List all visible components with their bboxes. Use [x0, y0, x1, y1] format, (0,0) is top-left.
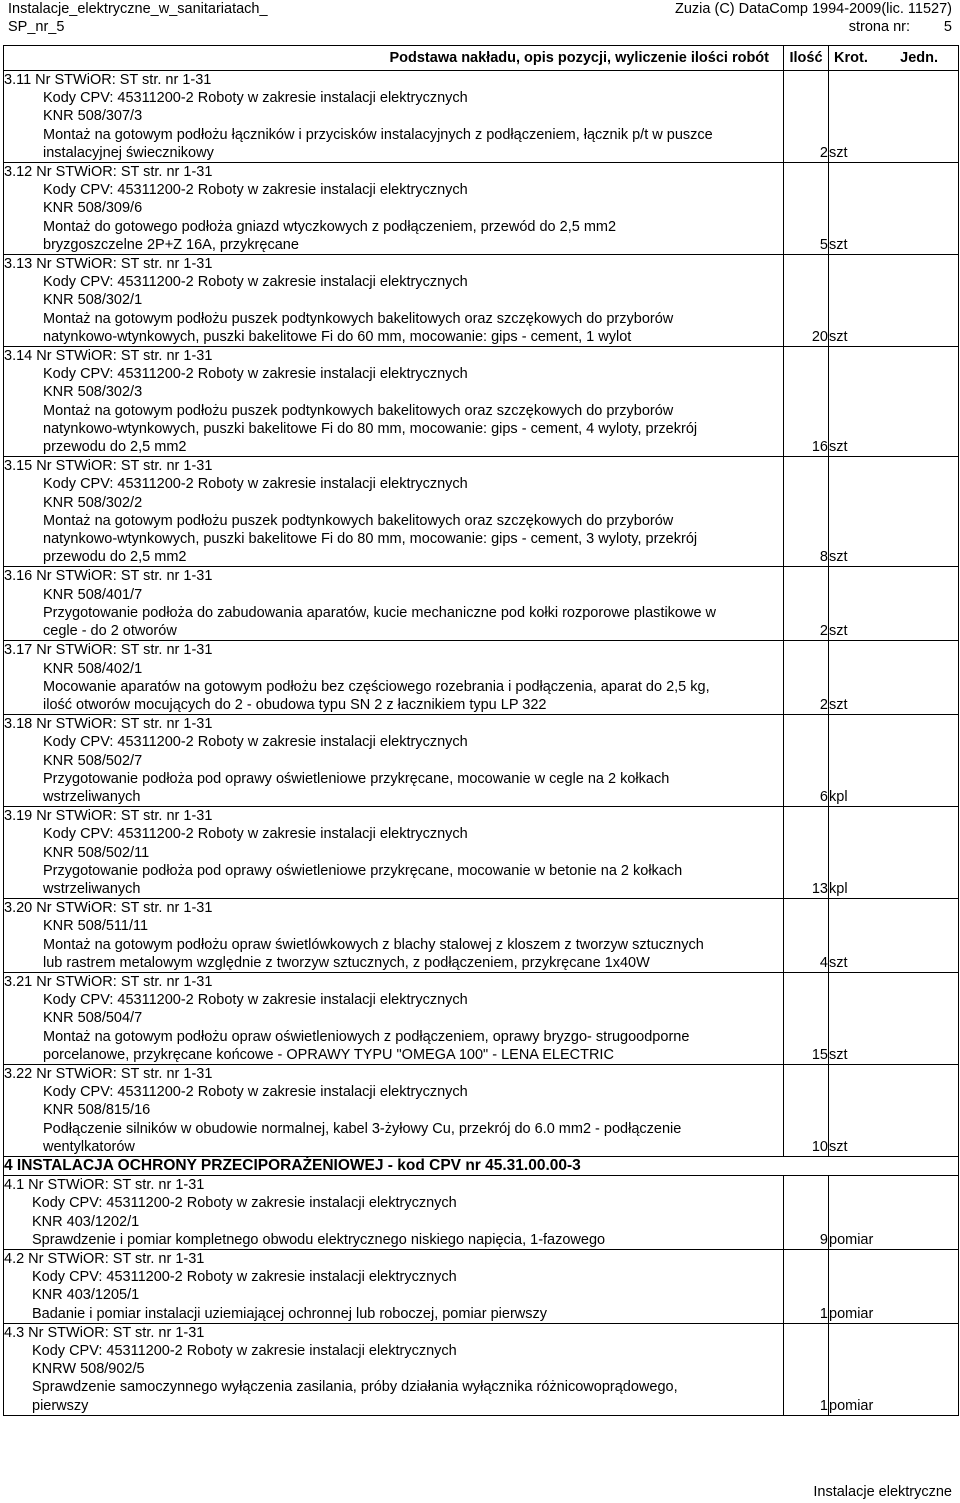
page-footer: Instalacje elektryczne: [813, 1484, 952, 1500]
item-quantity: 4: [784, 899, 829, 973]
item-quantity: 16: [784, 347, 829, 457]
item-unit: szt: [829, 71, 959, 163]
table-row: [4, 1176, 959, 1250]
item-reference: 3.18 Nr STWiOR: ST str. nr 1-31: [4, 716, 213, 733]
item-description: [4, 1323, 784, 1415]
item-line: Przygotowanie podłoża pod oprawy oświetleniowe przykręcane, mocowanie w betonie na 2 kołkach: [43, 862, 683, 879]
item-reference: 4.1 Nr STWiOR: ST str. nr 1-31: [4, 1177, 205, 1194]
item-line: Sprawdzenie samoczynnego wyłączenia zasilania, próby działania wyłącznika różnicowoprądowego,: [32, 1379, 678, 1396]
item-unit: szt: [829, 641, 959, 715]
table-row: [4, 163, 959, 255]
item-line: Kody CPV: 45311200-2 Roboty w zakresie instalacji elektrycznych: [43, 182, 468, 199]
table-row: [4, 641, 959, 715]
item-line: wstrzeliwanych: [43, 788, 141, 805]
item-line: Kody CPV: 45311200-2 Roboty w zakresie instalacji elektrycznych: [32, 1269, 457, 1286]
item-line: Kody CPV: 45311200-2 Roboty w zakresie instalacji elektrycznych: [32, 1195, 457, 1212]
item-line: Montaż na gotowym podłożu puszek podtynkowych bakelitowych oraz szczękowych do przyborów: [43, 310, 674, 327]
item-line: wstrzeliwanych: [43, 880, 141, 897]
item-line: porcelanowe, przykręcane końcowe - OPRAWY TYPU "OMEGA 100" - LENA ELECTRIC: [43, 1046, 614, 1063]
item-line: Kody CPV: 45311200-2 Roboty w zakresie instalacji elektrycznych: [32, 1343, 457, 1360]
item-reference: 3.14 Nr STWiOR: ST str. nr 1-31: [4, 348, 213, 365]
document-code: SP_nr_5: [8, 19, 65, 35]
item-quantity: 5: [784, 163, 829, 255]
table-row: [4, 347, 959, 457]
item-description: [4, 899, 784, 973]
item-description: [4, 163, 784, 255]
item-line: bryzgoszczelne 2P+Z 16A, przykręcane: [43, 236, 299, 253]
item-line: KNR 508/302/1: [43, 292, 143, 309]
section-heading-row: [4, 1156, 959, 1175]
item-line: lub rastrem metalowym względnie z tworzyw sztucznych, z podłączeniem, przykręcane 1x40W: [43, 954, 650, 971]
section-title: 4 INSTALACJA OCHRONY PRZECIPORAŻENIOWEJ - kod CPV nr 45.31.00.00-3: [4, 1156, 959, 1175]
item-reference: 3.21 Nr STWiOR: ST str. nr 1-31: [4, 973, 213, 990]
item-line: Badanie i pomiar instalacji uziemiającej ochronnej lub roboczej, pomiar pierwszy: [32, 1305, 547, 1322]
table-row: [4, 457, 959, 567]
item-line: KNR 508/504/7: [43, 1010, 143, 1027]
item-description: [4, 457, 784, 567]
item-line: KNR 508/307/3: [43, 108, 143, 125]
item-line: Mocowanie aparatów na gotowym podłożu bez częściowego rozebrania i podłączenia, aparat do 2,5 kg,: [43, 678, 710, 695]
item-line: Montaż na gotowym podłożu łączników i przycisków instalacyjnych z podłączeniem, łącznik p/t w puszce: [43, 126, 713, 143]
item-line: Kody CPV: 45311200-2 Roboty w zakresie instalacji elektrycznych: [43, 476, 468, 493]
item-reference: 3.13 Nr STWiOR: ST str. nr 1-31: [4, 256, 213, 273]
item-quantity: 1: [784, 1323, 829, 1415]
item-line: wentylkatorów: [43, 1138, 135, 1155]
item-reference: 3.20 Nr STWiOR: ST str. nr 1-31: [4, 900, 213, 917]
column-header-jedn: Jedn.: [900, 50, 938, 66]
item-unit: szt: [829, 457, 959, 567]
table-row: [4, 807, 959, 899]
column-header-description: Podstawa nakładu, opis pozycji, wyliczenie ilości robót: [4, 46, 784, 71]
item-line: KNR 508/309/6: [43, 200, 143, 217]
item-description: [4, 347, 784, 457]
item-line: Montaż na gotowym podłożu puszek podtynkowych bakelitowych oraz szczękowych do przyborów: [43, 512, 674, 529]
item-quantity: 15: [784, 972, 829, 1064]
section-4: [4, 1156, 959, 1175]
item-reference: 3.12 Nr STWiOR: ST str. nr 1-31: [4, 164, 213, 181]
document-title: Instalacje_elektryczne_w_sanitariatach_: [8, 1, 268, 17]
item-line: instalacyjnej świecznikowy: [43, 144, 214, 161]
item-description: [4, 567, 784, 641]
item-reference: 3.17 Nr STWiOR: ST str. nr 1-31: [4, 642, 213, 659]
item-line: KNR 403/1202/1: [32, 1213, 140, 1230]
item-line: Kody CPV: 45311200-2 Roboty w zakresie instalacji elektrycznych: [43, 274, 468, 291]
page-number: 5: [943, 19, 952, 35]
item-line: Przygotowanie podłoża do zabudowania aparatów, kucie mechaniczne pod kołki rozporowe plastikowe w: [43, 604, 717, 621]
item-line: ilość otworów mocujących do 2 - obudowa typu SN 2 z łacznikiem typu LP 322: [43, 696, 547, 713]
item-unit: szt: [829, 972, 959, 1064]
item-quantity: 2: [784, 71, 829, 163]
table-row: [4, 1250, 959, 1324]
item-line: KNR 508/402/1: [43, 660, 143, 677]
item-quantity: 6: [784, 715, 829, 807]
table-row: [4, 1064, 959, 1156]
page-label: strona nr:: [848, 19, 910, 35]
item-quantity: 2: [784, 641, 829, 715]
table-body: [4, 71, 959, 1157]
item-line: KNR 508/502/11: [43, 844, 150, 861]
item-line: KNR 508/302/2: [43, 494, 143, 511]
item-quantity: 10: [784, 1064, 829, 1156]
item-line: KNRW 508/902/5: [32, 1361, 145, 1378]
item-line: KNR 508/302/3: [43, 384, 143, 401]
item-reference: 3.16 Nr STWiOR: ST str. nr 1-31: [4, 568, 213, 585]
item-reference: 4.3 Nr STWiOR: ST str. nr 1-31: [4, 1324, 205, 1341]
item-description: [4, 641, 784, 715]
item-line: Montaż na gotowym podłożu puszek podtynkowych bakelitowych oraz szczękowych do przyborów: [43, 402, 674, 419]
item-line: Kody CPV: 45311200-2 Roboty w zakresie instalacji elektrycznych: [43, 1084, 468, 1101]
item-description: [4, 71, 784, 163]
item-unit: kpl: [829, 715, 959, 807]
item-line: Podłączenie silników w obudowie normalnej, kabel 3-żyłowy Cu, przekrój do 6.0 mm2 - podłączenie: [43, 1120, 682, 1137]
item-reference: 3.22 Nr STWiOR: ST str. nr 1-31: [4, 1065, 213, 1082]
table-row: [4, 972, 959, 1064]
item-line: KNR 508/401/7: [43, 586, 143, 603]
item-line: Sprawdzenie i pomiar kompletnego obwodu elektrycznego niskiego napięcia, 1-fazowego: [32, 1231, 606, 1248]
item-line: natynkowo-wtynkowych, puszki bakelitowe Fi do 80 mm, mocowanie: gips - cement, 4 wyloty, przekrój: [43, 420, 698, 437]
item-unit: pomiar: [829, 1250, 959, 1324]
column-header-krot: Krot.: [834, 50, 868, 66]
item-unit: szt: [829, 347, 959, 457]
item-unit: szt: [829, 899, 959, 973]
item-line: Kody CPV: 45311200-2 Roboty w zakresie instalacji elektrycznych: [43, 992, 468, 1009]
item-line: Kody CPV: 45311200-2 Roboty w zakresie instalacji elektrycznych: [43, 90, 468, 107]
item-description: [4, 715, 784, 807]
item-description: [4, 1250, 784, 1324]
item-line: Przygotowanie podłoża pod oprawy oświetleniowe przykręcane, mocowanie w cegle na 2 kołkach: [43, 770, 670, 787]
item-reference: 3.11 Nr STWiOR: ST str. nr 1-31: [4, 72, 212, 88]
item-reference: 4.2 Nr STWiOR: ST str. nr 1-31: [4, 1251, 205, 1267]
item-unit: kpl: [829, 807, 959, 899]
table-row: [4, 71, 959, 163]
item-line: cegle - do 2 otworów: [43, 623, 177, 640]
page-indicator: [849, 18, 952, 36]
item-quantity: 13: [784, 807, 829, 899]
item-description: [4, 807, 784, 899]
item-line: pierwszy: [32, 1397, 89, 1414]
item-line: Montaż na gotowym podłożu opraw świetlówkowych z blachy stalowej z kloszem z tworzyw sztucznych: [43, 936, 704, 953]
table-row: [4, 1323, 959, 1415]
item-line: natynkowo-wtynkowych, puszki bakelitowe Fi do 60 mm, mocowanie: gips - cement, 1 wylot: [43, 328, 632, 345]
item-line: KNR 508/511/11: [43, 918, 149, 935]
item-unit: szt: [829, 255, 959, 347]
item-reference: 3.15 Nr STWiOR: ST str. nr 1-31: [4, 458, 213, 475]
item-unit: pomiar: [829, 1176, 959, 1250]
item-description: [4, 255, 784, 347]
item-reference: 3.19 Nr STWiOR: ST str. nr 1-31: [4, 808, 213, 825]
table-row: [4, 715, 959, 807]
item-description: [4, 1176, 784, 1250]
table-row: [4, 567, 959, 641]
item-line: przewodu do 2,5 mm2: [43, 439, 187, 456]
item-quantity: 20: [784, 255, 829, 347]
software-license: Zuzia (C) DataComp 1994-2009(lic. 11527): [675, 1, 952, 17]
item-line: natynkowo-wtynkowych, puszki bakelitowe Fi do 80 mm, mocowanie: gips - cement, 3 wyloty, przekrój: [43, 531, 698, 548]
item-quantity: 2: [784, 567, 829, 641]
item-line: Kody CPV: 45311200-2 Roboty w zakresie instalacji elektrycznych: [43, 826, 468, 843]
item-unit: szt: [829, 1064, 959, 1156]
table-row: [4, 899, 959, 973]
item-line: przewodu do 2,5 mm2: [43, 549, 187, 566]
item-line: Montaż do gotowego podłoża gniazd wtyczkowych z podłączeniem, przewód do 2,5 mm2: [43, 218, 617, 235]
item-description: [4, 972, 784, 1064]
item-quantity: 8: [784, 457, 829, 567]
column-header-quantity: Ilość: [784, 46, 829, 71]
item-quantity: 9: [784, 1176, 829, 1250]
item-unit: pomiar: [829, 1323, 959, 1415]
item-line: KNR 403/1205/1: [32, 1287, 140, 1304]
table-row: [4, 255, 959, 347]
item-line: Montaż na gotowym podłożu opraw oświetleniowych z podłączeniem, oprawy bryzgo- strugoodporne: [43, 1028, 690, 1045]
item-line: KNR 508/502/7: [43, 752, 143, 769]
item-line: Kody CPV: 45311200-2 Roboty w zakresie instalacji elektrycznych: [43, 734, 468, 751]
item-line: Kody CPV: 45311200-2 Roboty w zakresie instalacji elektrycznych: [43, 366, 468, 383]
table-header-row: [4, 46, 959, 71]
item-line: KNR 508/815/16: [43, 1102, 151, 1119]
section-4-body: [4, 1176, 959, 1416]
column-header-unit: [829, 46, 959, 71]
item-quantity: 1: [784, 1250, 829, 1324]
item-unit: szt: [829, 567, 959, 641]
estimate-table: [3, 45, 959, 1416]
item-unit: szt: [829, 163, 959, 255]
item-description: [4, 1064, 784, 1156]
